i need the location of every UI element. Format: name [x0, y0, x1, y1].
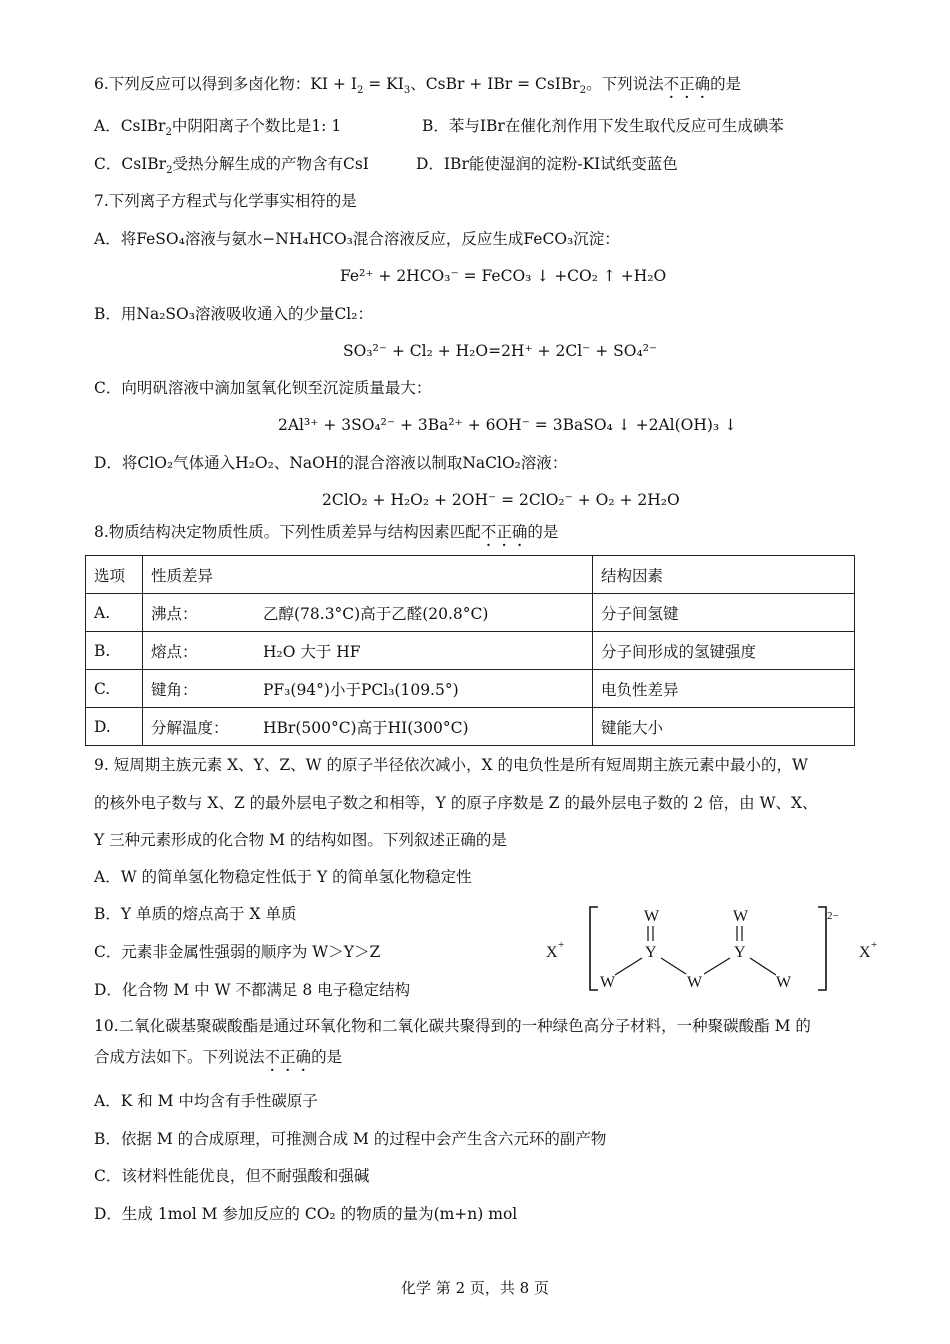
table-row [86, 670, 855, 708]
q6-a-post: 中阴阳离子个数比是1: 1 [171, 117, 342, 135]
row-property [143, 670, 593, 708]
table-row [86, 708, 855, 746]
q6-stem-c: 、CsBr + IBr = CsIBr [410, 75, 580, 93]
q9-stem-line-2: 的核外电子数与 X、Z 的最外层电子数之和相等，Y 的原子序数是 Z 的最外层电子数的 2 倍，由 W、X、 [94, 794, 818, 812]
emphasis-char: 正 [679, 75, 695, 93]
anion-charge: 2− [827, 910, 839, 922]
atom-w-top-left: W [644, 908, 660, 925]
header-option: 选项 [86, 556, 143, 594]
q6-emphasis [664, 75, 711, 93]
q8-stem-a: 8.物质结构决定物质性质。下列性质差异与结构因素匹配 [94, 523, 481, 541]
q10-emphasis [265, 1048, 312, 1066]
q6-c-pre: C．CsIBr [94, 155, 167, 173]
property-detail: H₂O 大于 HF [263, 642, 361, 661]
q10-stem-b: 的是 [311, 1048, 343, 1066]
emphasis-char: 确 [295, 1048, 312, 1066]
single-bond [615, 958, 642, 975]
q8-emphasis [481, 523, 528, 541]
q6-option-c [94, 153, 369, 175]
q10-stem-line-2 [94, 1046, 342, 1068]
q7-equation-b: SO₃²⁻ + Cl₂ + H₂O=2H⁺ + 2Cl⁻ + SO₄²⁻ [343, 342, 658, 360]
property-name: 沸点： [151, 604, 198, 623]
row-option: D. [86, 708, 143, 746]
emphasis-char: 正 [496, 523, 512, 541]
q7-option-a: A．将FeSO₄溶液与氨水−NH₄HCO₃混合溶液反应，反应生成FeCO₃沉淀： [94, 230, 620, 248]
q6-a-pre: A．CsIBr [94, 117, 166, 135]
cation-right-charge: + [871, 939, 878, 951]
q10-stem-a: 合成方法如下。下列说法 [94, 1048, 265, 1066]
bracket-right [818, 907, 826, 990]
property-detail: 乙醇(78.3°C)高于乙醛(20.8°C) [263, 604, 489, 623]
q7-option-d: D．将ClO₂气体通入H₂O₂、NaOH的混合溶液以制取NaClO₂溶液： [94, 454, 568, 472]
q9-stem-line-3: Y 三种元素形成的化合物 M 的结构如图。下列叙述正确的是 [94, 831, 507, 849]
cation-right: X [859, 944, 871, 961]
q6-option-b: B．苯与IBr在催化剂作用下发生取代反应可生成碘苯 [422, 117, 784, 135]
q8-stem-b: 的是 [527, 523, 559, 541]
q7-equation-a: Fe²⁺ + 2HCO₃⁻ = FeCO₃ ↓ +CO₂ ↑ +H₂O [340, 267, 667, 285]
property-name: 分解温度： [151, 718, 229, 737]
row-factor: 分子间氢键 [593, 594, 855, 632]
atom-y-right: Y [734, 944, 746, 961]
q9-option-d: D．化合物 M 中 W 不都满足 8 电子稳定结构 [94, 981, 411, 999]
compound-m-structure [540, 895, 890, 1000]
q10-option-c: C．该材料性能优良，但不耐强酸和强碱 [94, 1167, 370, 1185]
row-property [143, 594, 593, 632]
header-factor: 结构因素 [593, 556, 855, 594]
q8-table [85, 555, 855, 746]
q6-sub: 3 [403, 85, 411, 97]
table-row [86, 594, 855, 632]
q6-sub: 2 [165, 127, 172, 139]
q6-sub: 2 [579, 85, 587, 97]
q7-stem: 7.下列离子方程式与化学事实相符的是 [94, 192, 357, 210]
emphasis-char: 不 [480, 523, 497, 541]
cation-left: X [546, 944, 558, 961]
bracket-left [590, 907, 598, 990]
row-option: C. [86, 670, 143, 708]
row-factor: 电负性差异 [593, 670, 855, 708]
property-name: 熔点： [151, 642, 198, 661]
q6-sub: 2 [166, 165, 173, 177]
page-footer: 化学 第 2 页，共 8 页 [401, 1279, 549, 1297]
q6-c-post: 受热分解生成的产物含有CsI [172, 155, 369, 173]
q9-option-b: B．Y 单质的熔点高于 X 单质 [94, 905, 297, 923]
row-factor: 键能大小 [593, 708, 855, 746]
table-row [86, 632, 855, 670]
property-detail: PF₃(94°)小于PCl₃(109.5°) [263, 680, 459, 699]
header-property: 性质差异 [143, 556, 593, 594]
q6-stem-e: 的是 [710, 75, 742, 93]
table-header-row [86, 556, 855, 594]
row-option: B. [86, 632, 143, 670]
q9-stem-line-1: 9. 短周期主族元素 X、Y、Z、W 的原子半径依次减小，X 的电负性是所有短周期主族元素中最小的，W [94, 756, 808, 774]
q7-equation-c: 2Al³⁺ + 3SO₄²⁻ + 3Ba²⁺ + 6OH⁻ = 3BaSO₄ ↓ +2Al(OH)₃ ↓ [278, 416, 738, 434]
row-property [143, 632, 593, 670]
atom-y-left: Y [645, 944, 657, 961]
q8-stem [94, 521, 558, 543]
single-bond [750, 958, 776, 975]
atom-w-bottom-left: W [600, 974, 616, 991]
q10-option-d: D．生成 1mol M 参加反应的 CO₂ 的物质的量为(m+n) mol [94, 1205, 518, 1223]
q9-option-a: A．W 的简单氢化物稳定性低于 Y 的简单氢化物稳定性 [94, 868, 472, 886]
q9-option-c: C．元素非金属性强弱的顺序为 W＞Y＞Z [94, 943, 381, 961]
q7-option-b: B．用Na₂SO₃溶液吸收通入的少量Cl₂： [94, 305, 373, 323]
cation-left-charge: + [558, 939, 565, 951]
atom-w-bridge: W [687, 974, 703, 991]
q6-stem-b: = KI [363, 75, 404, 93]
property-name: 键角： [151, 680, 198, 699]
single-bond [661, 958, 686, 974]
emphasis-char: 正 [280, 1048, 296, 1066]
q6-sub: 2 [356, 85, 364, 97]
property-detail: HBr(500°C)高于HI(300°C) [263, 718, 469, 737]
q10-stem-line-1: 10.二氧化碳基聚碳酸酯是通过环氧化物和二氧化碳共聚得到的一种绿色高分子材料，一种聚碳酸酯 M 的 [94, 1017, 811, 1035]
q6-stem-d: 。下列说法 [586, 75, 664, 93]
q10-option-a: A．K 和 M 中均含有手性碳原子 [94, 1092, 318, 1110]
single-bond [704, 958, 730, 974]
atom-w-top-right: W [733, 908, 749, 925]
row-option: A. [86, 594, 143, 632]
row-property [143, 708, 593, 746]
q10-option-b: B．依据 M 的合成原理，可推测合成 M 的过程中会产生含六元环的副产物 [94, 1130, 607, 1148]
atom-w-bottom-right: W [776, 974, 792, 991]
q6-option-d: D．IBr能使湿润的淀粉-KI试纸变蓝色 [416, 155, 678, 173]
q6-stem [94, 73, 741, 95]
q6-stem-a: 6.下列反应可以得到多卤化物：KI + I [94, 75, 357, 93]
emphasis-char: 不 [663, 75, 680, 93]
q6-option-a [94, 115, 341, 137]
emphasis-char: 确 [694, 75, 711, 93]
row-factor: 分子间形成的氢键强度 [593, 632, 855, 670]
emphasis-char: 确 [511, 523, 528, 541]
q7-option-c: C．向明矾溶液中滴加氢氧化钡至沉淀质量最大： [94, 379, 432, 397]
q7-equation-d: 2ClO₂ + H₂O₂ + 2OH⁻ = 2ClO₂⁻ + O₂ + 2H₂O [322, 491, 680, 509]
emphasis-char: 不 [264, 1048, 281, 1066]
